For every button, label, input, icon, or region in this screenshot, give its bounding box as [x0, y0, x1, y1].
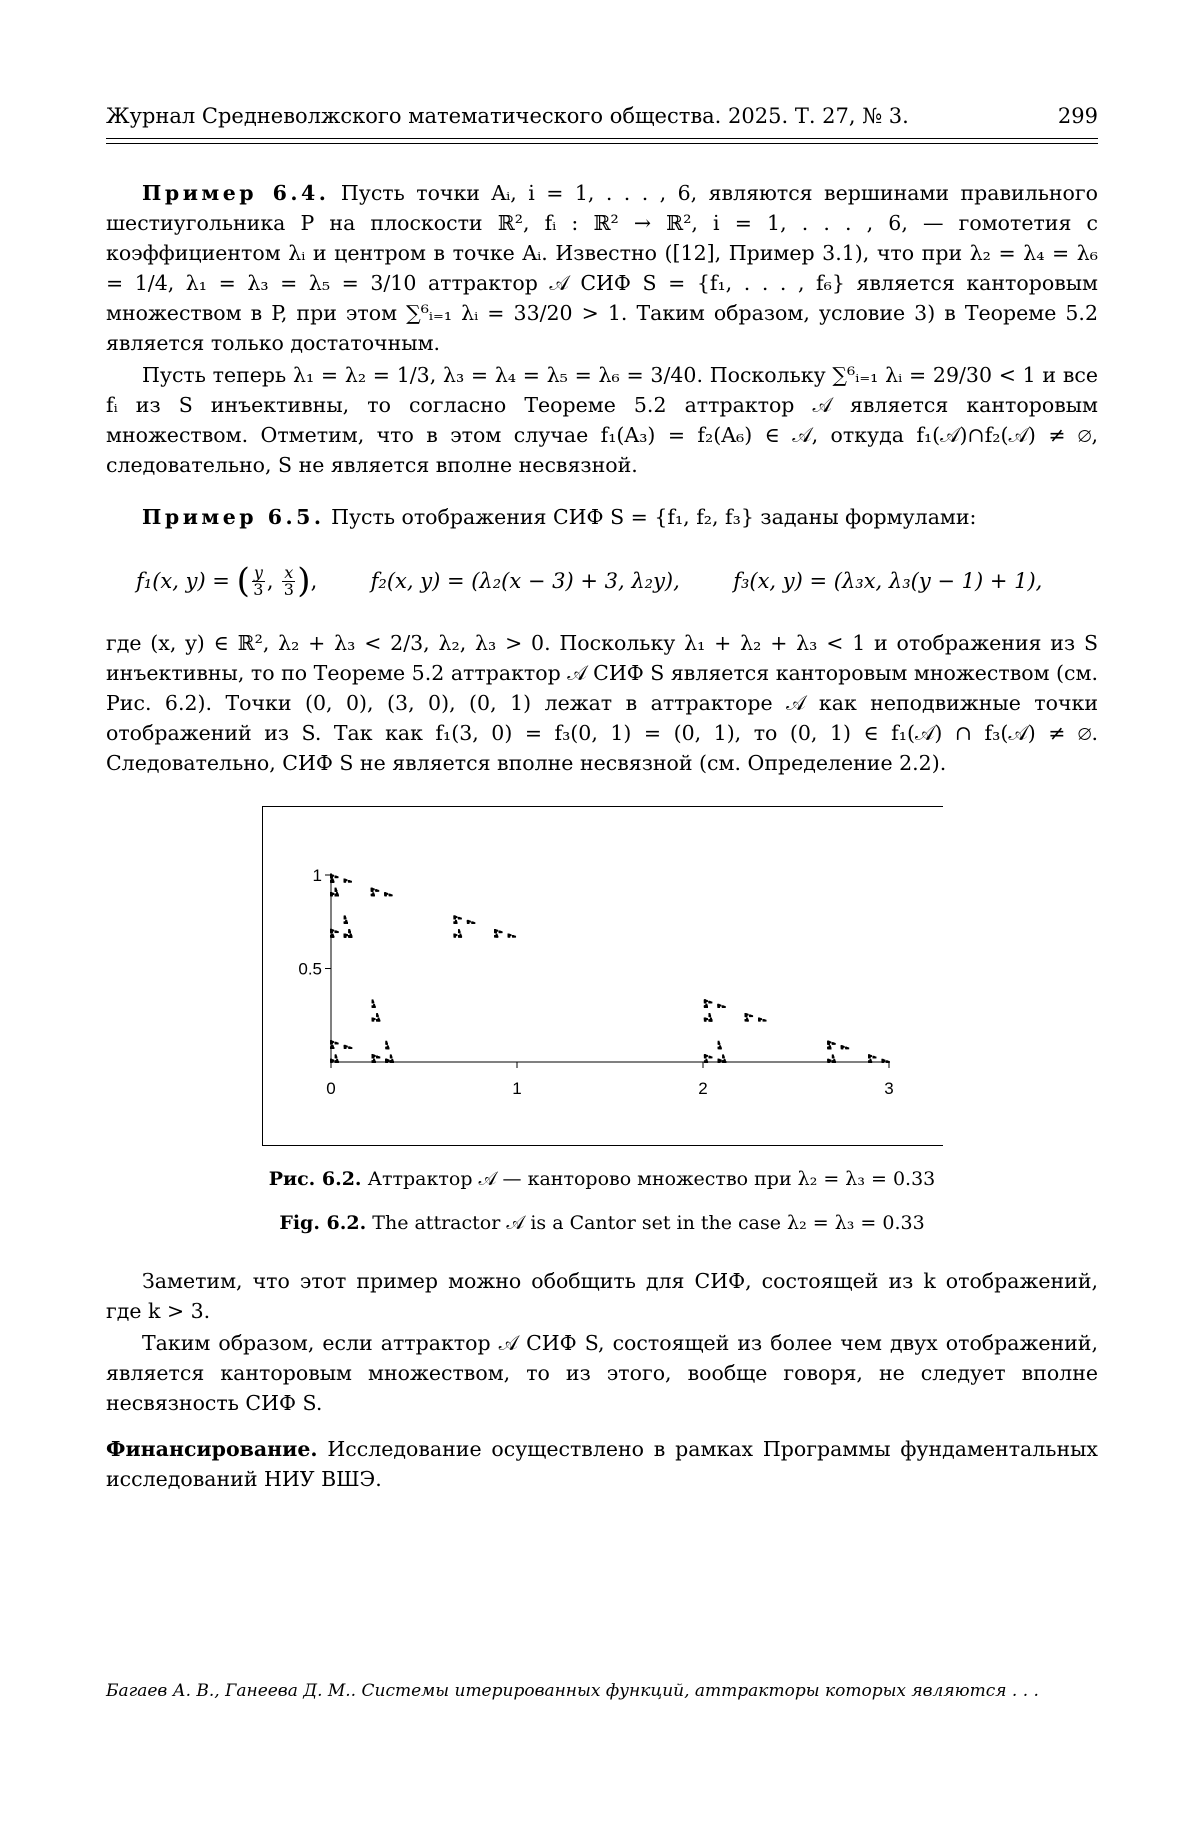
attractor-point: [385, 1059, 387, 1061]
attractor-point: [330, 929, 332, 931]
attractor-point: [453, 921, 455, 923]
attractor-point: [344, 934, 346, 936]
attractor-point: [344, 879, 346, 881]
attractor-point: [830, 1047, 832, 1049]
header-rule-bottom: [106, 143, 1098, 144]
attractor-point: [346, 922, 348, 924]
attractor-point: [330, 935, 332, 937]
attractor-point: [332, 881, 334, 883]
funding-text: Исследование осуществлено в рамках Программы фундаментальных исследований НИУ ВШЭ.: [106, 1437, 1098, 1491]
attractor-point: [868, 1060, 870, 1062]
attractor-point: [868, 1054, 870, 1056]
attractor-point: [385, 894, 387, 896]
journal-title: Журнал Средневолжского математического общества. 2025. Т. 27, № 3.: [106, 104, 909, 128]
attractor-point: [335, 930, 337, 932]
attractor-point: [718, 1006, 720, 1008]
attractor-point: [454, 936, 456, 938]
attractor-point: [373, 894, 375, 896]
attractor-point: [331, 894, 333, 896]
attractor-point: [453, 915, 455, 917]
example-6-5-body: [106, 628, 1098, 778]
attractor-point: [453, 934, 455, 936]
attractor-point: [344, 921, 346, 923]
attractor-point: [454, 918, 456, 920]
attractor-point: [458, 935, 460, 937]
attractor-point: [348, 935, 350, 937]
attractor-point: [705, 1002, 707, 1004]
attractor-point: [459, 931, 461, 933]
example-6-5-text: где (x, y) ∈ ℝ², λ₂ + λ₃ < 2/3, λ₂, λ₃ > 0. Поскольку λ₁ + λ₂ + λ₃ < 1 и отображения из S инъективны, то по Теореме 5.2 аттрактор 𝒜 СИФ S является канторовым множеством (см. Рис. 6.2). Точки (0, 0), (3, 0), (0, 1) лежат в аттракторе 𝒜 как неподвижные точки отображений из S. Так как f₁(3, 0) = f₃(0, 1) = (0, 1), то (0, 1) ∈ f₁(𝒜) ∩ f₃(𝒜) ≠ ∅. Следовательно, СИФ S не является вполне несвязной (см. Определение 2.2).: [106, 631, 1098, 775]
attractor-point: [374, 1006, 376, 1008]
attractor-point: [392, 1061, 394, 1063]
attractor-point: [371, 888, 373, 890]
attractor-point: [468, 922, 470, 924]
attractor-point: [827, 1047, 829, 1049]
attractor-point: [827, 1041, 829, 1043]
attractor-point: [348, 1046, 350, 1048]
attractor-point: [706, 1006, 708, 1008]
attractor-point: [832, 1042, 834, 1044]
running-header: [106, 104, 1098, 128]
attractor-point: [331, 1061, 333, 1063]
x-tick-label: 1: [512, 1079, 522, 1098]
y-tick-label: 1: [312, 866, 322, 885]
attractor-point: [377, 1015, 379, 1017]
caption-ru: [106, 1168, 1098, 1190]
attractor-point: [391, 1057, 393, 1059]
attractor-point: [458, 917, 460, 919]
example-6-5-label: Пример 6.5.: [142, 505, 325, 529]
display-formula: f₁(x, y) = ( $\frac{y}{3}$ , $\frac{x}{3}$ ) , f₂(x, y) = (λ₂(x − 3) + 3, λ₂y), f₃(x, y) = (λ₃x, λ₃(y − 1) + 1),: [136, 561, 1043, 601]
attractor-point: [390, 1060, 392, 1062]
attractor-point: [467, 920, 469, 922]
attractor-point: [718, 1061, 720, 1063]
attractor-point: [456, 922, 458, 924]
attractor-point: [886, 1060, 888, 1062]
attractor-point: [330, 1046, 332, 1048]
attractor-point: [834, 1061, 836, 1063]
attractor-point: [349, 931, 351, 933]
example-6-4-text: Пусть точки Aᵢ, i = 1, . . . , 6, являются вершинами правильного шестиугольника P на плоскости ℝ², fᵢ : ℝ² → ℝ², i = 1, . . . , 6, — гомотетия с коэффициентом λᵢ и центром в точке Aᵢ. Известно ([12], Пример 3.1), что при λ₂ = λ₄ = λ₆ = 1/4, λ₁ = λ₃ = λ₅ = 3/10 аттрактор 𝒜 СИФ S = {f₁, . . . , f₆} является канторовым множеством в P, при этом ∑⁶ᵢ₌₁ λᵢ = 33/20 > 1. Таким образом, условие 3) в Теореме 5.2 является только достаточным.: [106, 181, 1098, 355]
attractor-point: [828, 1061, 830, 1063]
attractor-point: [499, 931, 501, 933]
formula-f1-frac2: $\frac{x}{3}$: [283, 562, 294, 599]
attractor-point: [371, 894, 373, 896]
attractor-point: [749, 1015, 751, 1017]
attractor-point: [330, 880, 332, 882]
attractor-point: [372, 1057, 374, 1059]
attractor-point: [376, 1019, 378, 1021]
attractor-point: [828, 1043, 830, 1045]
attractor-point: [335, 1042, 337, 1044]
attractor-point: [386, 1043, 388, 1045]
attractor-point: [704, 1005, 706, 1007]
attractor-point: [718, 1043, 720, 1045]
caption-en: [106, 1212, 1098, 1234]
formula-f3: f₃(x, y) = (λ₃x, λ₃(y − 1) + 1),: [733, 569, 1043, 593]
attractor-point: [471, 921, 473, 923]
attractor-point: [376, 1056, 378, 1058]
attractor-point: [833, 1057, 835, 1059]
attractor-point: [759, 1020, 761, 1022]
attractor-point: [332, 936, 334, 938]
attractor-point: [331, 876, 333, 878]
attractor-point: [372, 1060, 374, 1062]
y-tick-label: 0.5: [298, 959, 322, 979]
attractor-point: [512, 935, 514, 937]
attractor-point: [344, 881, 346, 883]
attractor-point: [389, 894, 391, 896]
attractor-point: [704, 999, 706, 1001]
attractor-point: [337, 894, 339, 896]
attractor-point: [496, 936, 498, 938]
attractor-point: [745, 1015, 747, 1017]
page-number: 299: [1057, 104, 1098, 128]
attractor-point: [335, 1057, 337, 1059]
attractor-point: [720, 1047, 722, 1049]
formula-f1-left: f₁(x, y) =: [136, 569, 237, 593]
attractor-point: [378, 1020, 380, 1022]
attractor-point: [495, 931, 497, 933]
example-6-4-text2: Пусть теперь λ₁ = λ₂ = 1/3, λ₃ = λ₄ = λ₅ = λ₆ = 3/40. Поскольку ∑⁶ᵢ₌₁ λᵢ = 29/30 < 1 и все fᵢ из S инъективны, то согласно Теореме 5.2 аттрактор 𝒜 является канторовым множеством. Отметим, что в этом случае f₁(A₃) = f₂(A₆) ∈ 𝒜, откуда f₁(𝒜)∩f₂(𝒜) ≠ ∅, следовательно, S не является вполне несвязной.: [106, 363, 1098, 477]
attractor-point: [386, 1061, 388, 1063]
attractor-point: [345, 936, 347, 938]
funding-label: Финансирование.: [106, 1437, 318, 1461]
attractor-point: [723, 1057, 725, 1059]
attractor-point: [842, 1047, 844, 1049]
attractor-point: [706, 1061, 708, 1063]
attractor-point: [494, 935, 496, 937]
attractor-point: [335, 890, 337, 892]
attractor-point: [745, 1019, 747, 1021]
attractor-point: [704, 1017, 706, 1019]
remark-text-1: Заметим, что этот пример можно обобщить для СИФ, состоящей из k отображений, где k > 3.: [106, 1269, 1098, 1323]
attractor-point: [372, 1005, 374, 1007]
attractor-point: [335, 876, 337, 878]
formula-f2: f₂(x, y) = (λ₂(x − 3) + 3, λ₂y),: [370, 569, 680, 593]
attractor-point: [332, 1047, 334, 1049]
attractor-point: [709, 1015, 711, 1017]
remark-text-2: Таким образом, если аттрактор 𝒜 СИФ S, состоящей из более чем двух отображений, является канторовым множеством, то из этого, вообще говоря, не следует вполне несвязность СИФ S.: [106, 1331, 1098, 1415]
attractor-point: [869, 1057, 871, 1059]
x-tick-label: 3: [884, 1079, 894, 1098]
attractor-point: [331, 931, 333, 933]
figure-6-2: [262, 806, 943, 1146]
example-6-5-paragraph: [106, 502, 1098, 532]
attractor-point: [704, 1060, 706, 1062]
attractor-point: [708, 1056, 710, 1058]
attractor-point: [337, 1061, 339, 1063]
formula-f1-frac1: $\frac{y}{3}$: [253, 562, 264, 599]
caption-ru-label: Рис. 6.2.: [268, 1168, 362, 1190]
attractor-point: [372, 890, 374, 892]
example-6-4-continuation: [106, 360, 1098, 480]
attractor-point: [717, 1004, 719, 1006]
attractor-point: [372, 1002, 374, 1004]
attractor-point: [508, 936, 510, 938]
x-tick-label: 2: [698, 1079, 708, 1098]
attractor-point: [330, 1059, 332, 1061]
header-rule-top: [106, 138, 1098, 139]
attractor-plot: [263, 807, 943, 1145]
attractor-point: [345, 1047, 347, 1049]
attractor-point: [708, 1019, 710, 1021]
attractor-point: [372, 1020, 374, 1022]
attractor-point: [718, 1059, 720, 1061]
attractor-point: [335, 1060, 337, 1062]
caption-en-label: Fig. 6.2.: [279, 1212, 367, 1234]
attractor-point: [872, 1056, 874, 1058]
attractor-point: [385, 1047, 387, 1049]
example-6-5-intro: Пусть отображения СИФ S = {f₁, f₂, f₃} заданы формулами:: [331, 505, 977, 529]
caption-ru-text: Аттрактор 𝒜 — канторово множество при λ₂ = λ₃ = 0.33: [367, 1168, 936, 1190]
attractor-point: [845, 1047, 847, 1049]
attractor-point: [460, 936, 462, 938]
attractor-point: [722, 1005, 724, 1007]
attractor-point: [331, 1043, 333, 1045]
attractor-point: [384, 892, 386, 894]
caption-en-text: The attractor 𝒜 is a Cantor set in the case λ₂ = λ₃ = 0.33: [372, 1212, 925, 1234]
funding-paragraph: [106, 1434, 1098, 1494]
attractor-point: [330, 874, 332, 876]
attractor-point: [763, 1019, 765, 1021]
attractor-point: [330, 892, 332, 894]
remark-paragraph-1: [106, 1266, 1098, 1326]
attractor-point: [747, 1020, 749, 1022]
example-6-4-paragraph: [106, 178, 1098, 358]
attractor-point: [718, 1047, 720, 1049]
attractor-point: [372, 1054, 374, 1056]
remark-paragraph-2: [106, 1328, 1098, 1418]
attractor-point: [372, 1017, 374, 1019]
attractor-point: [758, 1018, 760, 1020]
attractor-point: [881, 1059, 883, 1061]
attractor-point: [722, 1060, 724, 1062]
attractor-point: [345, 918, 347, 920]
attractor-point: [827, 1059, 829, 1061]
x-tick-label: 0: [326, 1079, 336, 1098]
attractor-point: [705, 1057, 707, 1059]
attractor-point: [711, 1020, 713, 1022]
attractor-point: [745, 1013, 747, 1015]
attractor-point: [374, 1061, 376, 1063]
attractor-point: [330, 1040, 332, 1042]
attractor-point: [708, 1001, 710, 1003]
attractor-point: [508, 934, 510, 936]
attractor-point: [375, 889, 377, 891]
attractor-point: [335, 894, 337, 896]
attractor-point: [388, 1047, 390, 1049]
attractor-point: [832, 1060, 834, 1062]
example-6-4-label: Пример 6.4.: [142, 181, 330, 205]
running-footer: Багаев А. В., Ганеева Д. М.. Системы итерированных функций, аттракторы которых являются . . .: [106, 1681, 1039, 1701]
attractor-point: [882, 1061, 884, 1063]
attractor-point: [344, 1045, 346, 1047]
attractor-point: [724, 1061, 726, 1063]
attractor-point: [494, 929, 496, 931]
attractor-point: [705, 1020, 707, 1022]
attractor-point: [704, 1054, 706, 1056]
attractor-point: [351, 936, 353, 938]
attractor-point: [870, 1061, 872, 1063]
attractor-point: [348, 880, 350, 882]
attractor-point: [841, 1045, 843, 1047]
